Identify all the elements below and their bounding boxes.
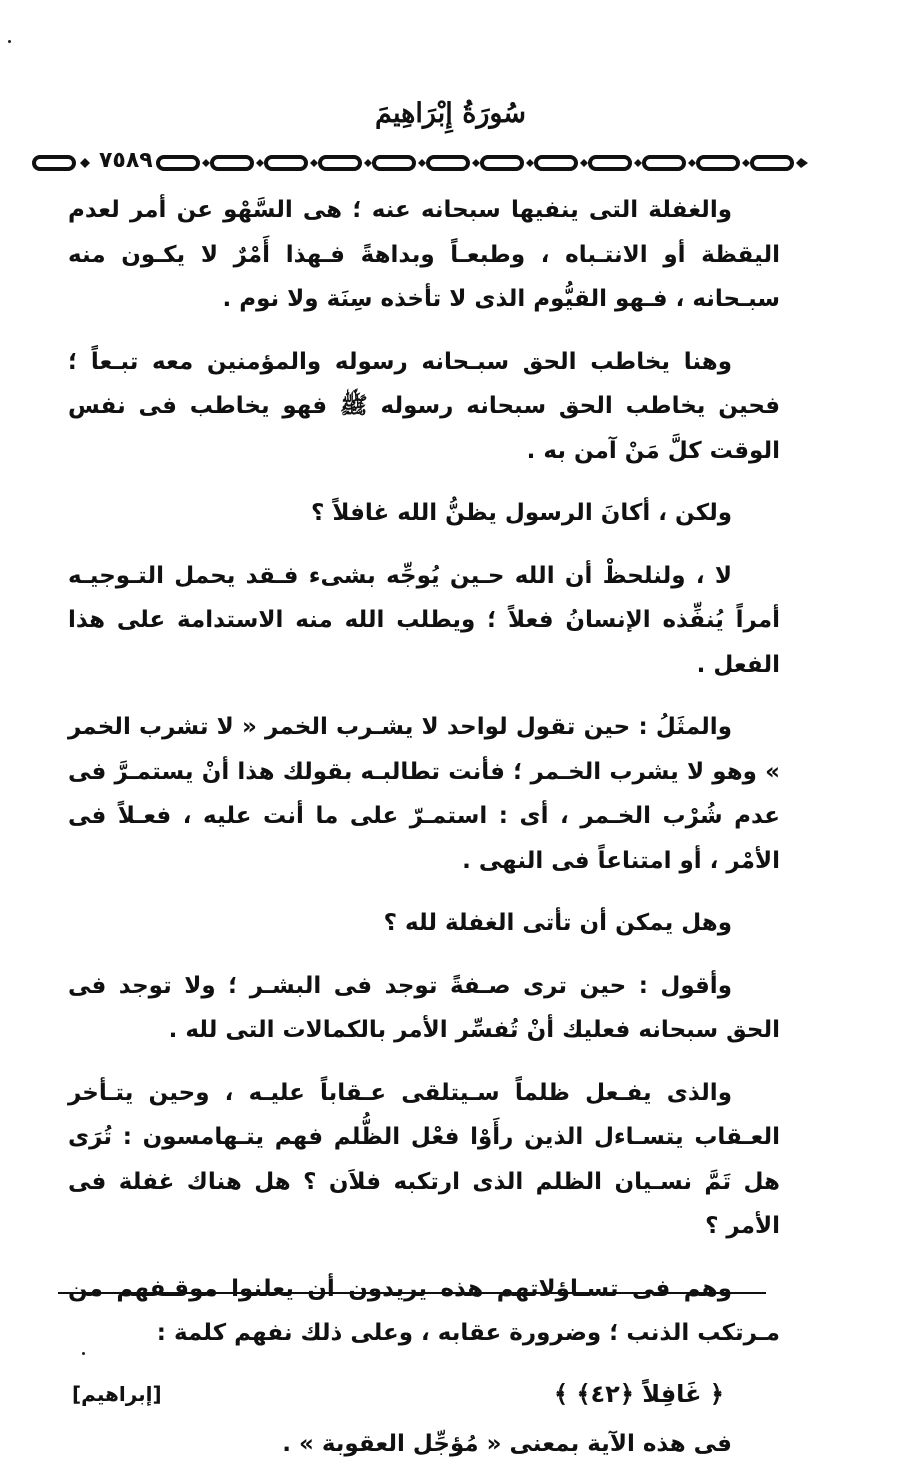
paragraph: وهم فى تسـاؤلاتهم هذه يريدون أن يعلنوا موقـفهم من مـرتكب الذنب ؛ وضرورة عقابه ، وعلى ذلك نفهم كلمة : [68, 1267, 780, 1356]
scan-speck [82, 1352, 85, 1355]
paragraph: لا ، ولنلحظْ أن الله حـين يُوجِّه بشىء فـقد يحمل التـوجيـه أمراً يُنفِّذه الإنسانُ فعلاً ؛ ويطلب الله منه الاستدامة على هذا الفعل . [68, 554, 780, 688]
quran-verse: ﴿ غَافِلاً ﴿٤٢﴾ ﴾ [554, 1372, 724, 1417]
paragraph: والغفلة التى ينفيها سبحانه عنه ؛ هى السَّهْو عن أمر لعدم اليقظة أو الانتـباه ، وطبعـاً وبداهةً فـهذا أَمْرٌ لا يكـون منه سبـحانه ، فـهو القيُّوم الذى لا تأخذه سِنَة ولا نوم . [68, 188, 780, 322]
paragraph: وهل يمكن أن تأتى الغفلة لله ؟ [68, 901, 780, 946]
quran-verse-line [68, 1366, 780, 1422]
surah-title: سُورَةُ إِبْرَاهِيمَ [0, 98, 901, 129]
paragraph: والذى يفـعل ظلماً سـيتلقى عـقاباً عليـه ، وحين يتـأخر العـقاب يتسـاءل الذين رأَوْا فعْل الظُّلم فهم يتـهامسون : تُرَى هل تَمَّ نسـيان الظلم الذى ارتكبه فلاَن ؟ هل هناك غفلة فى الأمر ؟ [68, 1071, 780, 1249]
paragraph: وهنا يخاطب الحق سبـحانه رسوله والمؤمنين معه تبـعاً ؛ فحين يخاطب الحق سبحانه رسوله ﷺ فهو يخاطب فى نفس الوقت كلَّ مَنْ آمن به . [68, 340, 780, 474]
paragraph: ولكن ، أكانَ الرسول يظنُّ الله غافلاً ؟ [68, 491, 780, 536]
surah-reference: [إبراهيم] [72, 1372, 162, 1417]
body-text [68, 188, 780, 1466]
paragraph: وأقول : حين ترى صـفةً توجد فى البشـر ؛ ولا توجد فى الحق سبحانه فعليك أنْ تُفسِّر الأمر بالكمالات التى لله . [68, 964, 780, 1053]
footer-divider [58, 1292, 766, 1294]
page-number: ٧٥٨٩ [96, 147, 156, 175]
paragraph: والمثَلُ : حين تقول لواحد لا يشـرب الخمر « لا تشرب الخمر » وهو لا يشرب الخـمر ؛ فأنت تطالبـه بقولك هذا أنْ يستمـرَّ فى عدم شُرْب الخـمر ، أى : استمـرّ على ما أنت عليه ، فعـلاً فى الأمْر ، أو امتناعاً فى النهى . [68, 705, 780, 883]
closing-paragraph: فى هذه الآية بمعنى « مُؤجِّل العقوبة » . [68, 1422, 780, 1466]
scan-speck [8, 40, 11, 43]
